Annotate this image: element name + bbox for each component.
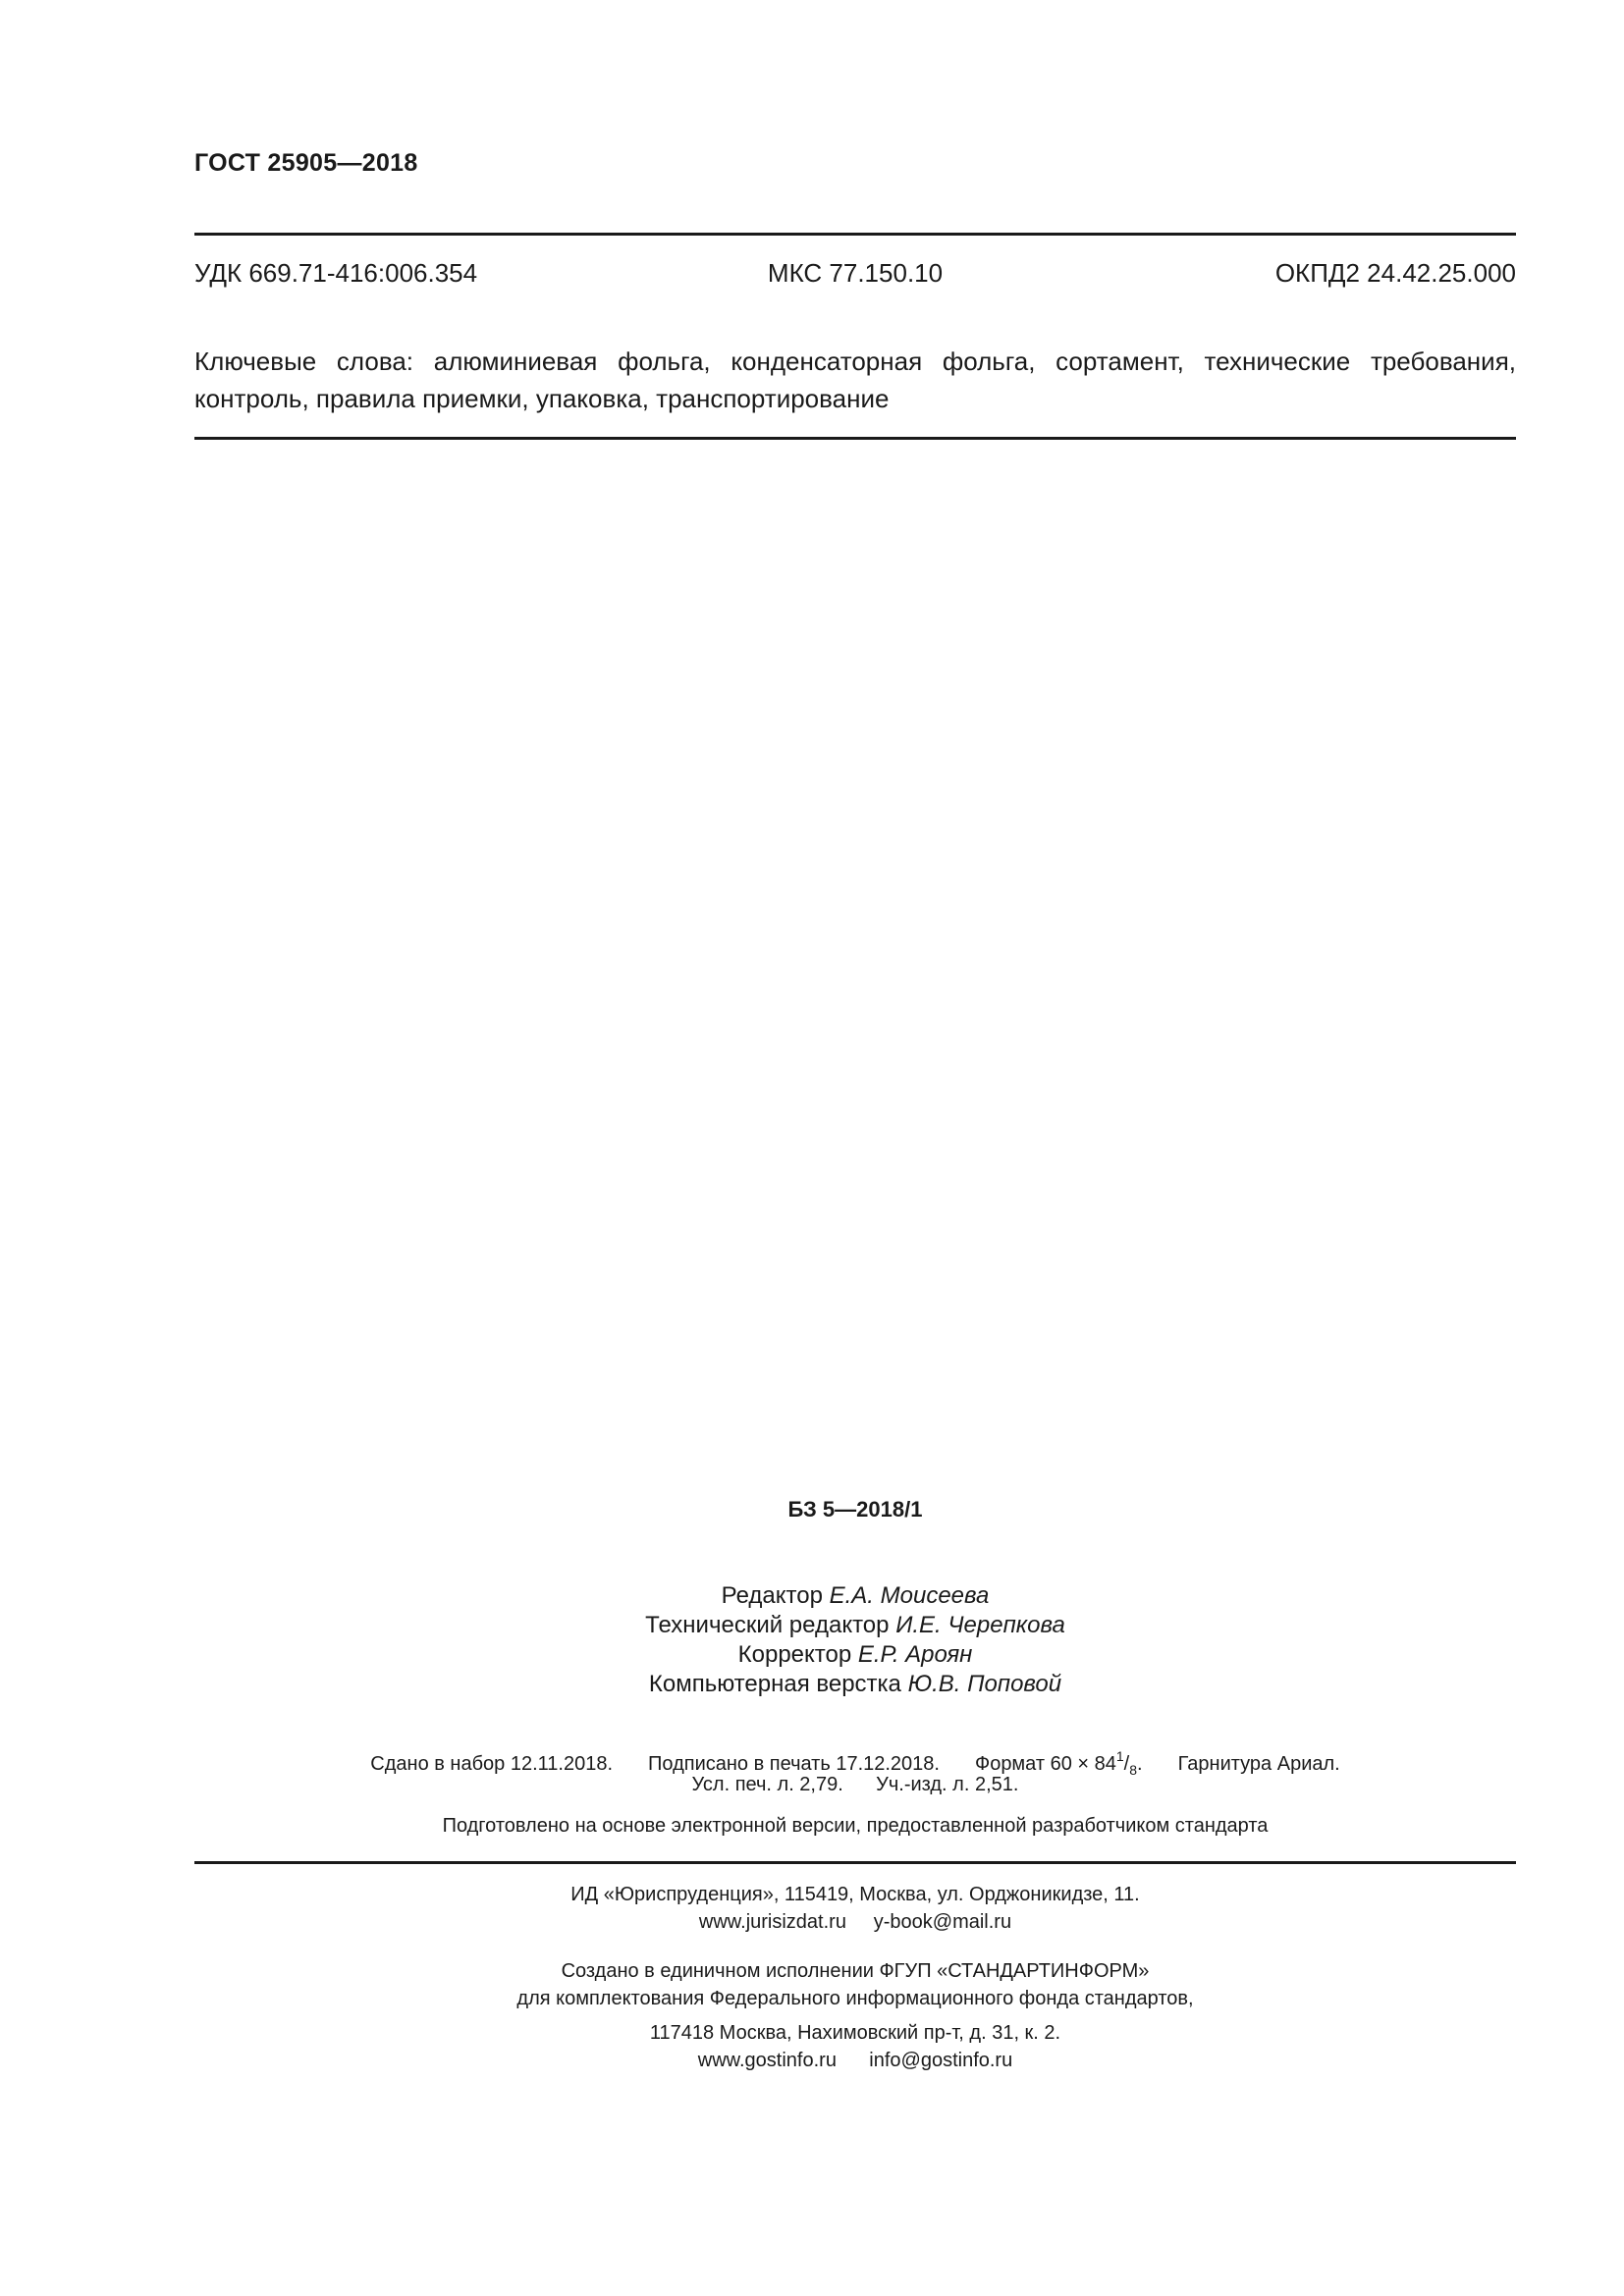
standartinform-contacts <box>194 2047 1516 2074</box>
standartinform-address-block <box>194 2019 1516 2074</box>
submitted-date: Сдано в набор 12.11.2018. <box>370 1753 614 1775</box>
keywords-divider <box>194 437 1516 440</box>
credits-block <box>194 1581 1516 1699</box>
credit-tech-editor <box>194 1611 1516 1640</box>
publisher-block <box>194 1881 1516 1936</box>
credit-corrector <box>194 1640 1516 1670</box>
bz-number: БЗ 5—2018/1 <box>787 1497 923 1522</box>
mks-code: МКС 77.150.10 <box>767 258 944 288</box>
print-details-line-2 <box>194 1771 1516 1798</box>
udk-code: УДК 669.71-416:006.354 <box>194 258 478 288</box>
typeface: Гарнитура Ариал. <box>1177 1753 1340 1775</box>
uch-izd: Уч.-изд. л. 2,51. <box>876 1774 1019 1795</box>
standartinform-address: 117418 Москва, Нахимовский пр-т, д. 31, к. 2. <box>649 2022 1061 2044</box>
keywords <box>194 343 1516 417</box>
credit-editor <box>194 1581 1516 1611</box>
imprint-divider <box>194 1861 1516 1864</box>
credit-name: Е.А. Моисеева <box>829 1582 990 1609</box>
format-slash: / <box>1123 1753 1130 1775</box>
credit-role: Редактор <box>721 1582 823 1609</box>
credit-name: Ю.В. Поповой <box>907 1671 1062 1697</box>
gostinfo-site-link[interactable]: www.gostinfo.ru <box>697 2050 837 2071</box>
credit-layout <box>194 1670 1516 1699</box>
signed-date: Подписано в печать 17.12.2018. <box>648 1753 940 1775</box>
gostinfo-email-link[interactable]: info@gostinfo.ru <box>869 2050 1013 2071</box>
keywords-line-2: контроль, правила приемки, упаковка, транспортирование <box>194 384 890 413</box>
document-code: ГОСТ 25905—2018 <box>194 149 418 177</box>
created-line-2: для комплектования Федерального информационного фонда стандартов, <box>516 1988 1194 2009</box>
usl-pech: Усл. печ. л. 2,79. <box>691 1774 843 1795</box>
created-line-1: Создано в единичном исполнении ФГУП «СТАНДАРТИНФОРМ» <box>561 1960 1150 1982</box>
credit-name: Е.Р. Ароян <box>857 1641 973 1668</box>
credit-name: И.Е. Черепкова <box>895 1612 1065 1638</box>
credit-role: Компьютерная верстка <box>648 1671 901 1697</box>
classification-row <box>194 258 1516 292</box>
keywords-line-1: Ключевые слова: алюминиевая фольга, конденсаторная фольга, сортамент, технические требования, <box>194 347 1516 376</box>
prepared-note: Подготовлено на основе электронной версии, предоставленной разработчиком стандарта <box>442 1815 1269 1837</box>
publisher-contacts <box>194 1908 1516 1936</box>
publisher-email-link[interactable]: y-book@mail.ru <box>873 1911 1012 1933</box>
credit-role: Корректор <box>737 1641 852 1668</box>
publisher-site-link[interactable]: www.jurisizdat.ru <box>698 1911 846 1933</box>
top-divider <box>194 233 1516 236</box>
created-block <box>194 1957 1516 2012</box>
credit-role: Технический редактор <box>645 1612 890 1638</box>
okpd-code: ОКПД2 24.42.25.000 <box>1274 258 1516 288</box>
format-suffix: . <box>1137 1753 1143 1775</box>
format-prefix: Формат 60 × 84 <box>974 1753 1116 1775</box>
format-sub: 8 <box>1129 1762 1138 1778</box>
publisher-address: ИД «Юриспруденция», 115419, Москва, ул. Орджоникидзе, 11. <box>570 1884 1140 1905</box>
format-sup: 1 <box>1115 1748 1124 1764</box>
